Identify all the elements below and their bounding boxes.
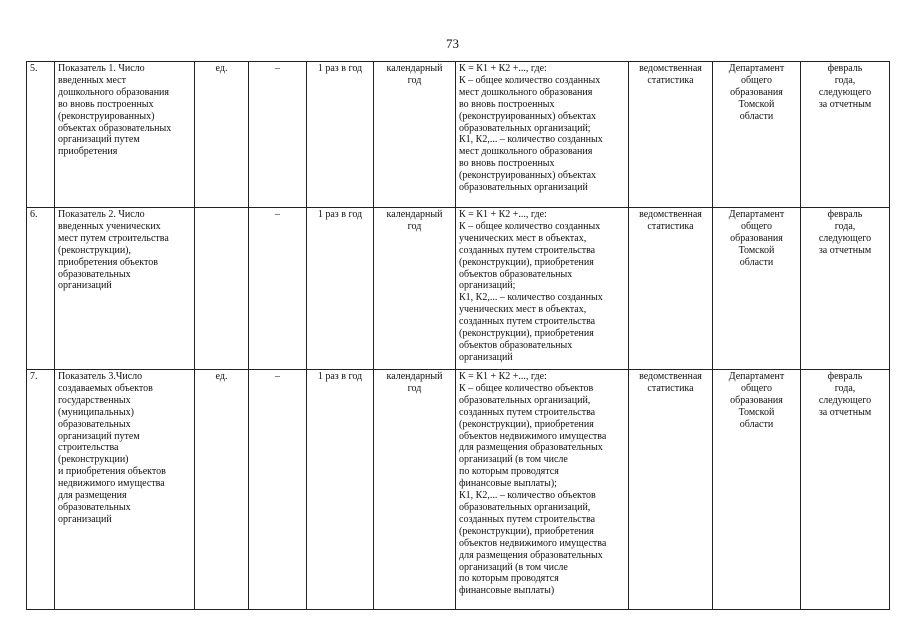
formula-cell: К = К1 + К2 +..., где: К – общее количество созданных мест дошкольного образования во вновь построенных (реконструированных) объектах образовательных организаций; К1, К2,... – количество созданных мест дошкольного образования во вновь построенных (реконструированных) объектах образовательных организаций xyxy=(456,62,629,208)
page-number: 73 xyxy=(446,36,459,51)
formula-cell: К = К1 + К2 +..., где: К – общее количество объектов образовательных организаций, созданных путем строительства (реконструкции), приобретения объектов недвижимого имущества для размещения образовательных организаций (в том числе по которым проводятся финансовые выплаты); К1, К2,... – количество объектов образовательных организаций, созданных путем строительства (реконструкции), приобретения объектов недвижимого имущества для размещения образовательных организаций (в том числе по которым проводятся финансовые выплаты) xyxy=(456,370,629,610)
indicator-name: Показатель 3.Число создаваемых объектов государственных (муниципальных) образовательных организаций путем строительства (реконструкции) и приобретения объектов недвижимого имущества для размещения образовательных организаций xyxy=(55,370,195,610)
indicator-name: Показатель 1. Число введенных мест дошкольного образования во вновь построенных (реконструированных) объектах образовательных организаций путем приобретения xyxy=(55,62,195,208)
unit-cell xyxy=(195,208,249,370)
source-cell: ведомственная статистика xyxy=(629,370,713,610)
table-row xyxy=(27,208,890,370)
source-cell: ведомственная статистика xyxy=(629,62,713,208)
formula-cell: К = К1 + К2 +..., где: К – общее количество созданных ученических мест в объектах, созданных путем строительства (реконструкции), приобретения объектов образовательных организаций; К1, К2,... – количество созданных ученических мест в объектах, созданных путем строительства (реконструкции), приобретения объектов образовательных организаций xyxy=(456,208,629,370)
table-row xyxy=(27,370,890,610)
table-row xyxy=(27,62,890,208)
deadline-cell: февраль года, следующего за отчетным xyxy=(801,62,890,208)
row-number: 5. xyxy=(27,62,55,208)
time-basis-cell: календарный год xyxy=(374,208,456,370)
responsible-cell: Департамент общего образования Томской области xyxy=(713,370,801,610)
dash-cell: – xyxy=(249,208,307,370)
dash-cell: – xyxy=(249,62,307,208)
dash-cell: – xyxy=(249,370,307,610)
deadline-cell: февраль года, следующего за отчетным xyxy=(801,208,890,370)
periodicity-cell: 1 раз в год xyxy=(307,370,374,610)
unit-cell: ед. xyxy=(195,62,249,208)
periodicity-cell: 1 раз в год xyxy=(307,208,374,370)
responsible-cell: Департамент общего образования Томской области xyxy=(713,208,801,370)
row-number: 7. xyxy=(27,370,55,610)
unit-cell: ед. xyxy=(195,370,249,610)
source-cell: ведомственная статистика xyxy=(629,208,713,370)
row-number: 6. xyxy=(27,208,55,370)
time-basis-cell: календарный год xyxy=(374,370,456,610)
time-basis-cell: календарный год xyxy=(374,62,456,208)
responsible-cell: Департамент общего образования Томской области xyxy=(713,62,801,208)
periodicity-cell: 1 раз в год xyxy=(307,62,374,208)
indicators-table xyxy=(26,61,890,610)
indicator-name: Показатель 2. Число введенных ученических мест путем строительства (реконструкции), приобретения объектов образовательных организаций xyxy=(55,208,195,370)
deadline-cell: февраль года, следующего за отчетным xyxy=(801,370,890,610)
